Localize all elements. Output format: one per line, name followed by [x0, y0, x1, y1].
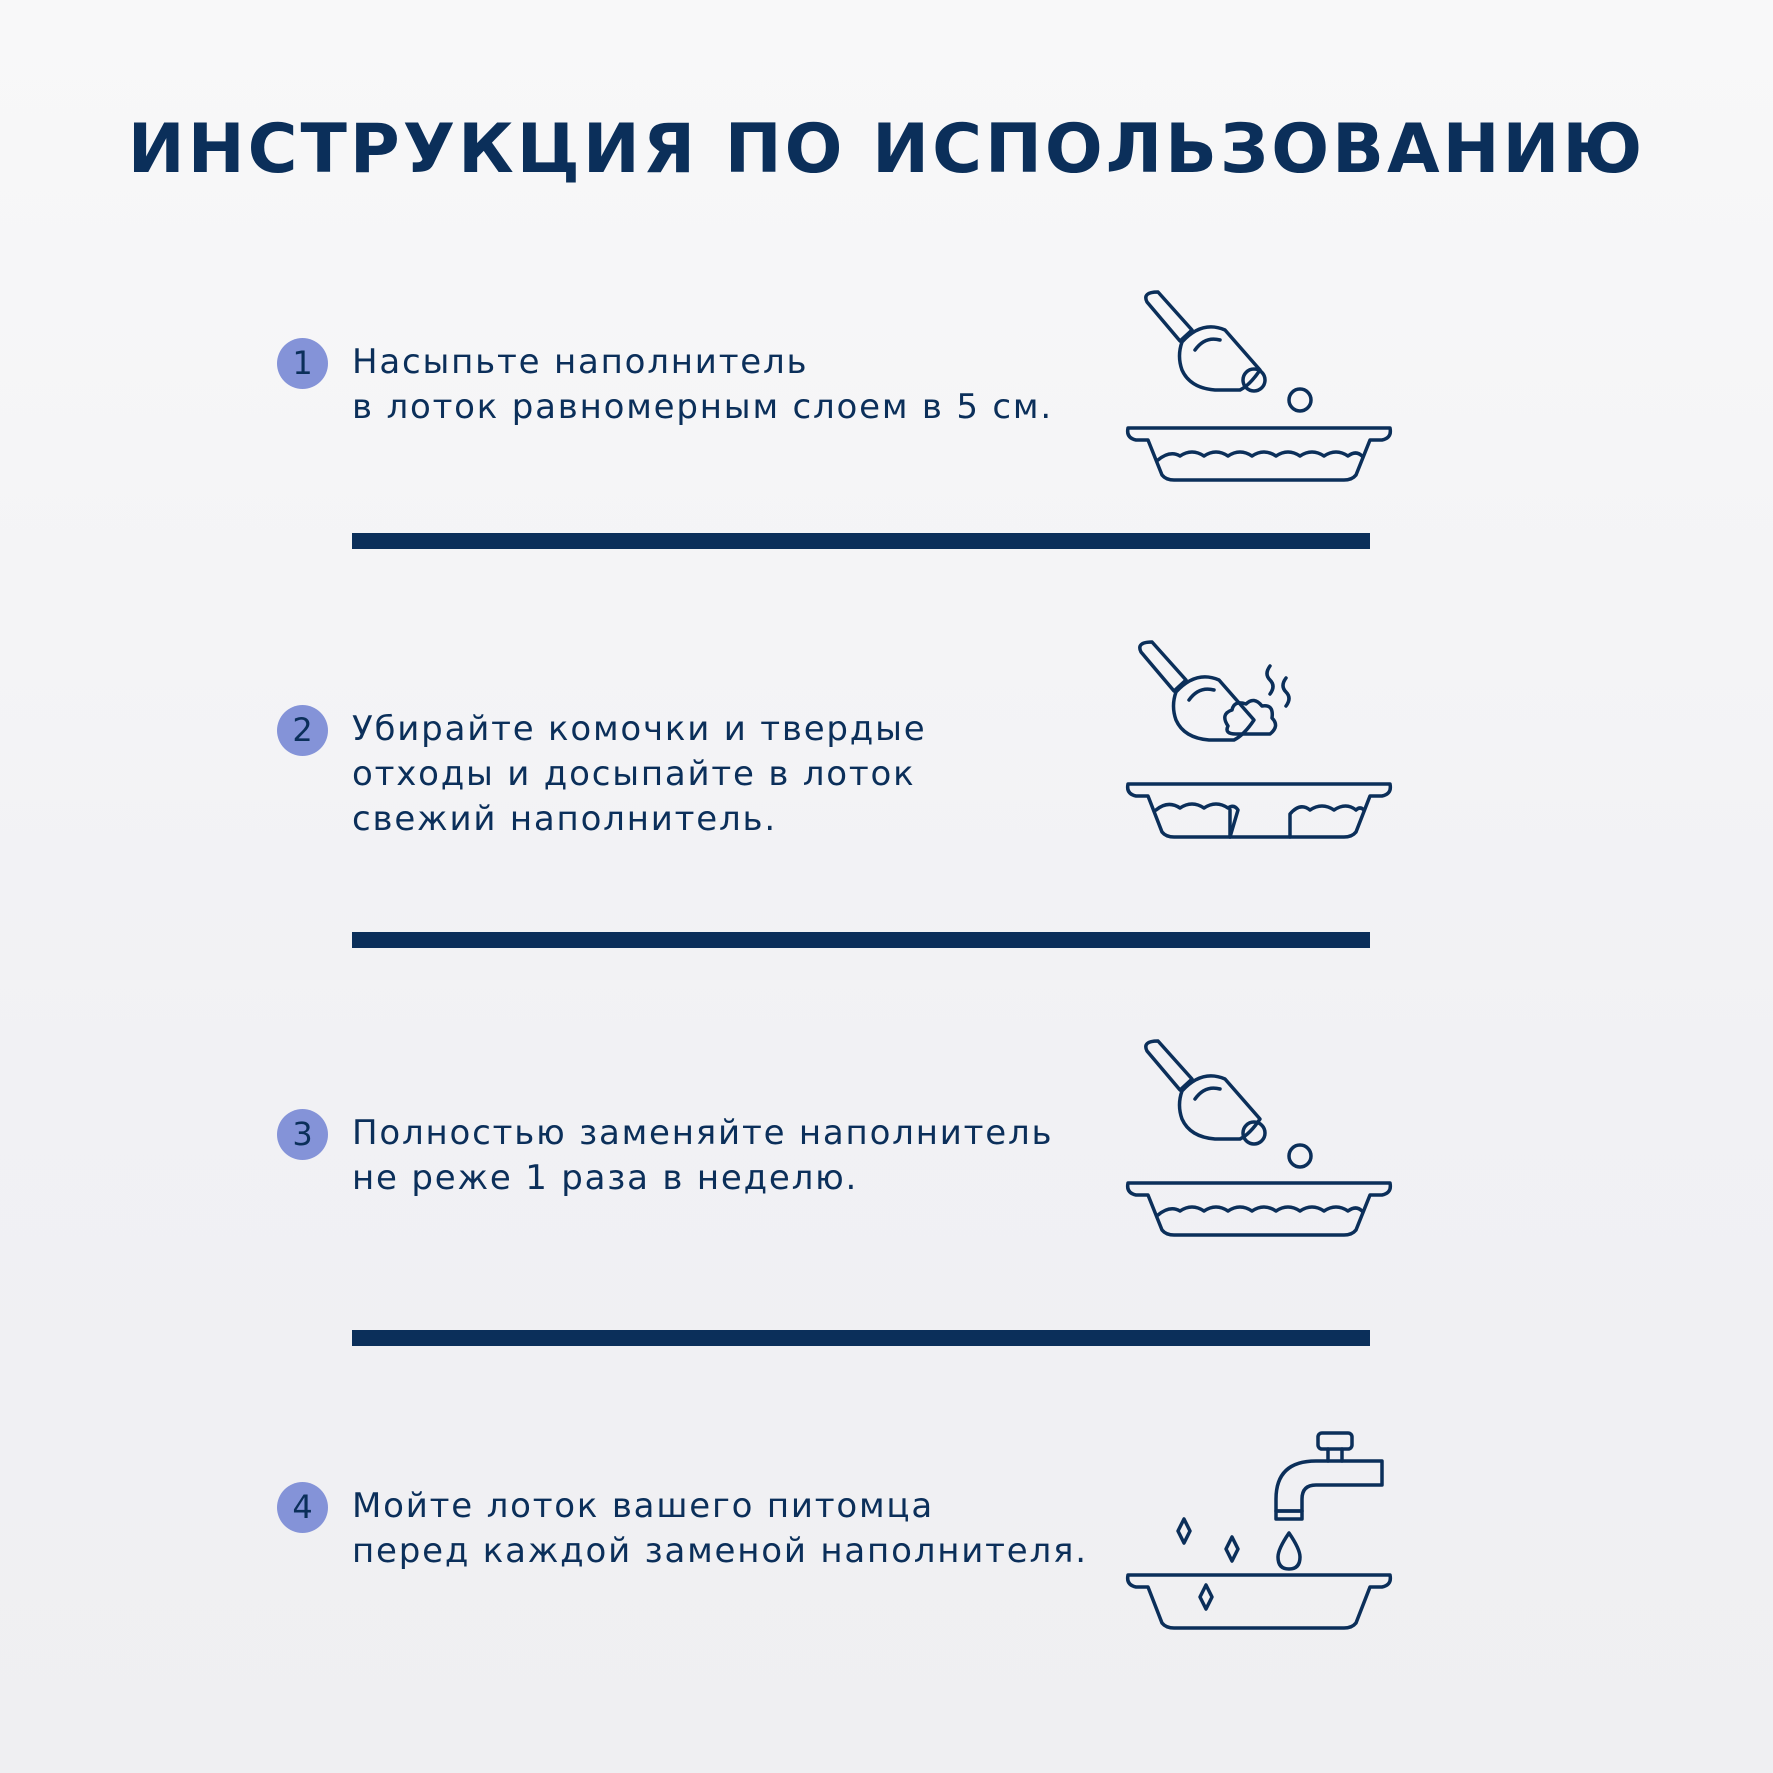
step-divider: [352, 1330, 1370, 1346]
step-divider: [352, 932, 1370, 948]
step-number-badge: 4: [277, 1482, 328, 1533]
scoop-removing-clumps-icon: [1120, 630, 1400, 860]
step-text-line: в лоток равномерным слоем в 5 см.: [352, 387, 1053, 427]
faucet-washing-tray-icon: [1120, 1425, 1400, 1655]
step-text: [352, 340, 1053, 430]
step-text-line: Мойте лоток вашего питомца: [352, 1486, 934, 1526]
step-text-line: Полностью заменяйте наполнитель: [352, 1113, 1054, 1153]
step-text: [352, 1484, 1088, 1574]
step-number-badge: 1: [277, 338, 328, 389]
step-text-line: перед каждой заменой наполнителя.: [352, 1531, 1088, 1571]
step-number-badge: 2: [277, 705, 328, 756]
step-text-line: Убирайте комочки и твердые: [352, 709, 927, 749]
scoop-pouring-litter-tray-icon: [1120, 270, 1400, 500]
step-text-line: Насыпьте наполнитель: [352, 342, 809, 382]
page-title: ИНСТРУКЦИЯ ПО ИСПОЛЬЗОВАНИЮ: [127, 110, 1646, 189]
step-text-line: свежий наполнитель.: [352, 799, 777, 839]
scoop-pouring-litter-tray-icon: [1120, 1025, 1400, 1255]
step-text-line: не реже 1 раза в неделю.: [352, 1158, 859, 1198]
step-number-badge: 3: [277, 1109, 328, 1160]
step-text: [352, 707, 926, 842]
step-text-line: отходы и досыпайте в лоток: [352, 754, 916, 794]
step-text: [352, 1111, 1053, 1201]
step-divider: [352, 533, 1370, 549]
